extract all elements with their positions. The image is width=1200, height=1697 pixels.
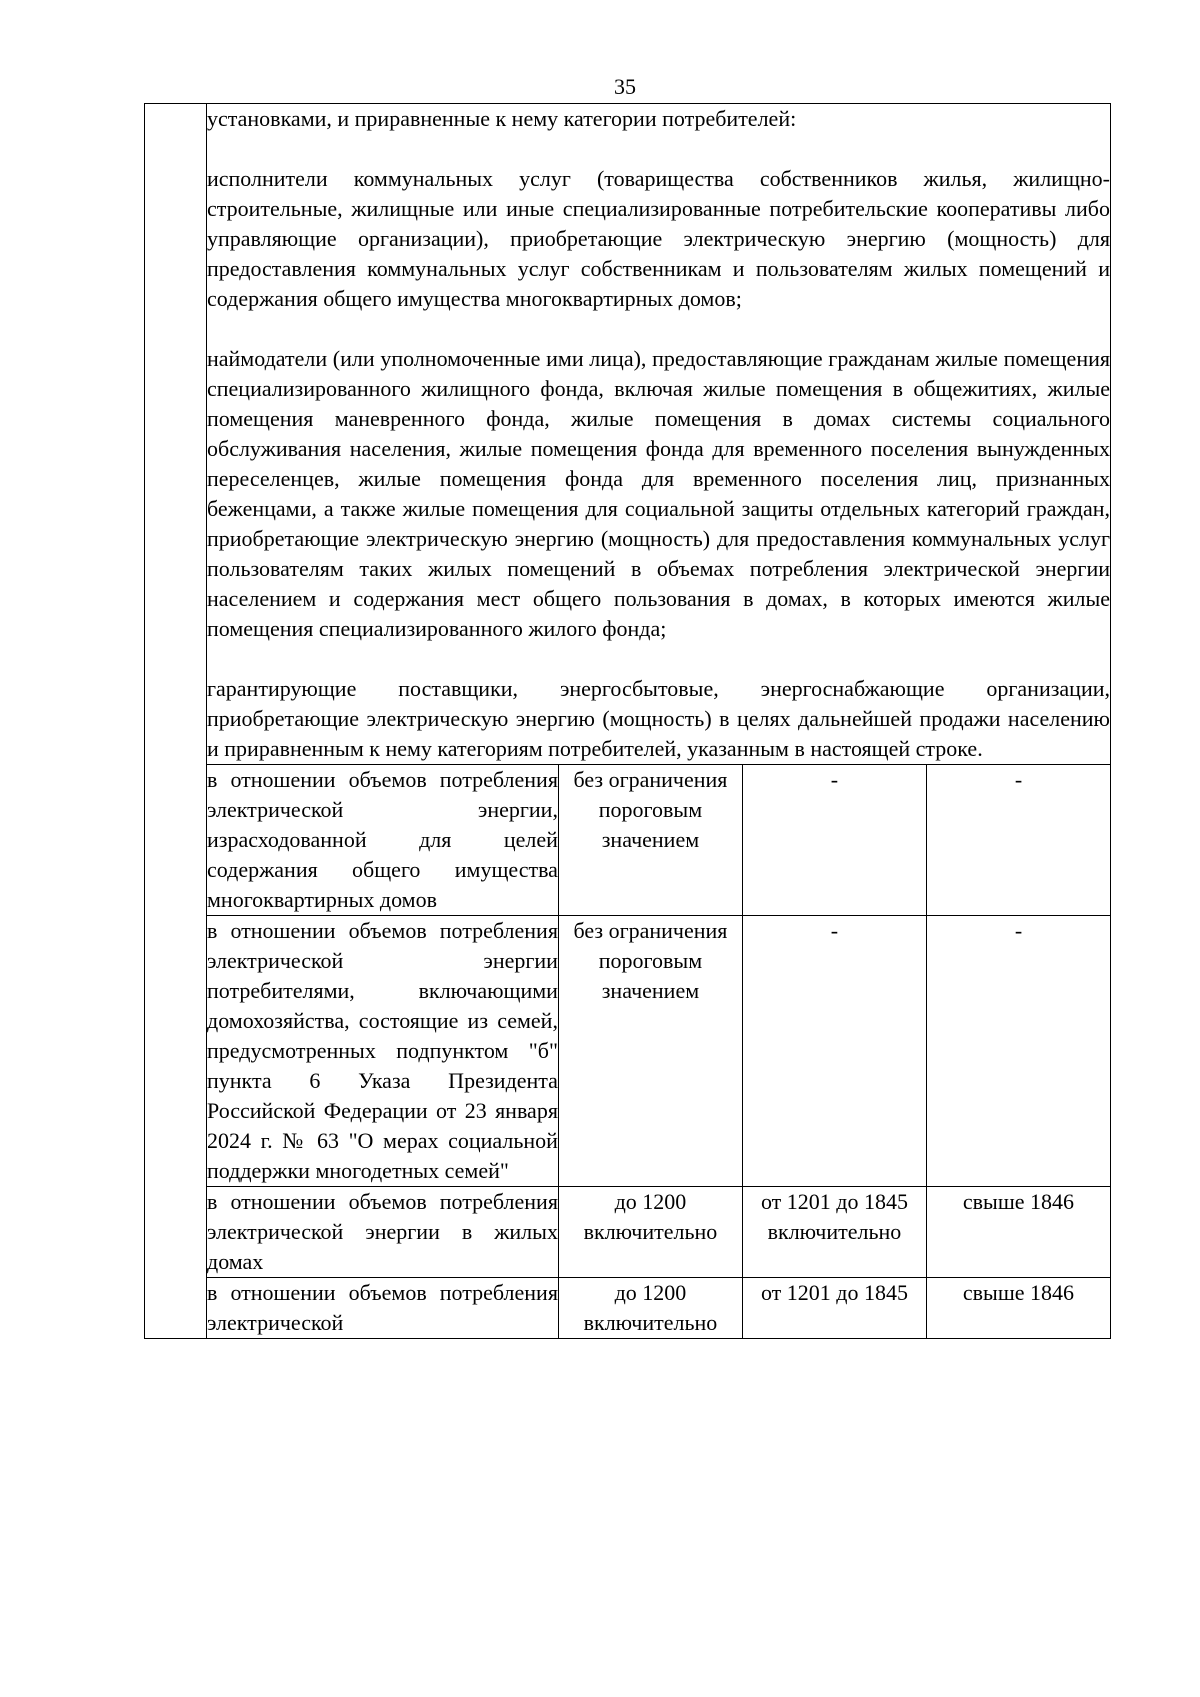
row-number-cell: [145, 104, 207, 1339]
intro-row: [145, 104, 1111, 765]
table-row: [145, 1187, 1111, 1278]
intro-paragraph: наймодатели (или уполномоченные ими лица), предоставляющие гражданам жилые помещения специализированного жилищного фонда, включая жилые помещения в общежитиях, жилые помещения маневренного фонда, жилые помещения в домах системы социального обслуживания населения, жилые помещения фонда для временного поселения вынужденных переселенцев, жилые помещения фонда для временного поселения лиц, признанных беженцами, а также жилые помещения для социальной защиты отдельных категорий граждан, приобретающие электрическую энергию (мощность) для предоставления коммунальных услуг пользователям таких жилых помещений в объемах потребления электрической энергии населением и содержания мест общего пользования в домах, в которых имеются жилые помещения специализированного жилого фонда;: [207, 346, 1110, 641]
row-label: в отношении объемов потребления электрической: [207, 1278, 559, 1339]
threshold-cell-2: -: [742, 765, 926, 916]
row-label: в отношении объемов потребления электрической энергии в жилых домах: [207, 1187, 559, 1278]
consumer-categories-cell: [207, 104, 1111, 765]
row-label: в отношении объемов потребления электрической энергии, израсходованной для целей содержания общего имущества многоквартирных домов: [207, 765, 559, 916]
table-row: [145, 765, 1111, 916]
row-label: в отношении объемов потребления электрической энергии потребителями, включающими домохозяйства, состоящие из семей, предусмотренных подпунктом "б" пункта 6 Указа Президента Российской Федерации от 23 января 2024 г. № 63 "О мерах социальной поддержки многодетных семей": [207, 916, 559, 1187]
threshold-cell-3: свыше 1846: [926, 1187, 1110, 1278]
threshold-cell-1: до 1200 включительно: [558, 1278, 742, 1339]
threshold-cell-1: без ограничения пороговым значением: [558, 765, 742, 916]
threshold-cell-2: от 1201 до 1845: [742, 1278, 926, 1339]
threshold-cell-1: до 1200 включительно: [558, 1187, 742, 1278]
intro-paragraph: установками, и приравненные к нему категории потребителей:: [207, 106, 797, 131]
threshold-cell-2: от 1201 до 1845 включительно: [742, 1187, 926, 1278]
page-number: 35: [614, 74, 636, 99]
threshold-cell-1: без ограничения пороговым значением: [558, 916, 742, 1187]
intro-paragraph: исполнители коммунальных услуг (товарищества собственников жилья, жилищно-строительные, жилищные или иные специализированные потребительские кооперативы либо управляющие организации), приобретающие электрическую энергию (мощность) для предоставления коммунальных услуг собственникам и пользователям жилых помещений и содержания общего имущества многоквартирных домов;: [207, 166, 1110, 311]
threshold-cell-3: свыше 1846: [926, 1278, 1110, 1339]
threshold-cell-3: -: [926, 765, 1110, 916]
threshold-cell-2: -: [742, 916, 926, 1187]
table-row: [145, 916, 1111, 1187]
tariff-table: [144, 103, 1111, 1339]
threshold-cell-3: -: [926, 916, 1110, 1187]
table-row: [145, 1278, 1111, 1339]
intro-paragraph: гарантирующие поставщики, энергосбытовые, энергоснабжающие организации, приобретающие электрическую энергию (мощность) в целях дальнейшей продажи населению и приравненным к нему категориям потребителей, указанным в настоящей строке.: [207, 676, 1110, 761]
